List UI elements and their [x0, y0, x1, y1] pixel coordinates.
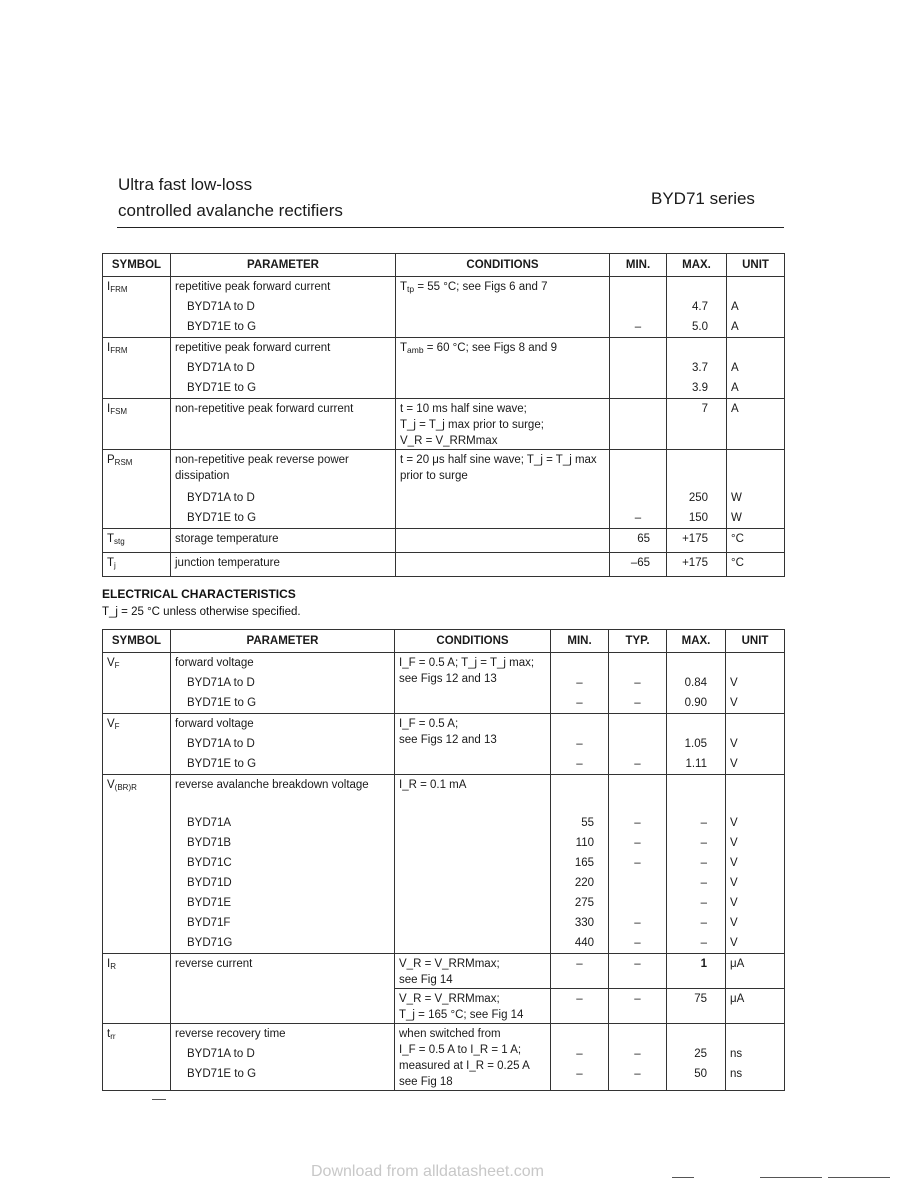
header-parameter: PARAMETER — [171, 254, 396, 277]
electrical-characteristics-table — [102, 629, 785, 1091]
table-row — [103, 338, 785, 399]
min-cell: – – — [551, 1024, 609, 1091]
parameter-cell: repetitive peak forward current BYD71A to D BYD71E to G — [171, 338, 396, 399]
table-row — [103, 775, 785, 954]
conditions-cell: t = 20 μs half sine wave; T_j = T_j max prior to surge — [396, 450, 610, 529]
min-cell: – — [551, 989, 609, 1024]
unit-cell: A A — [727, 338, 785, 399]
typ-cell: – – – – – — [609, 775, 667, 954]
table-row — [103, 450, 785, 529]
doc-title-line2: controlled avalanche rectifiers — [118, 201, 343, 220]
unit-cell: A A — [727, 277, 785, 338]
section-note: T_j = 25 °C unless otherwise specified. — [102, 606, 301, 618]
max-cell: 7 — [667, 399, 727, 450]
parameter-cell: non-repetitive peak reverse power dissipation BYD71A to D BYD71E to G — [171, 450, 396, 529]
symbol-cell: $I_{FSM}$ — [103, 399, 171, 450]
min-cell: – — [610, 450, 667, 529]
typ-cell: – — [609, 954, 667, 989]
min-cell: 65 — [610, 529, 667, 553]
unit-cell: °C — [727, 553, 785, 577]
header-max: MAX. — [667, 630, 726, 653]
symbol-cell: $I_{FRM}$ — [103, 338, 171, 399]
header-conditions: CONDITIONS — [395, 630, 551, 653]
scan-mark — [152, 1099, 166, 1100]
max-cell: 0.84 0.90 — [667, 653, 726, 714]
parameter-cell: repetitive peak forward current BYD71A to D BYD71E to G — [171, 277, 396, 338]
parameter-cell: junction temperature — [171, 553, 396, 577]
unit-cell: ns ns — [726, 1024, 785, 1091]
conditions-cell: when switched from I_F = 0.5 A to I_R = 1 A; measured at I_R = 0.25 A see Fig 18 — [395, 1024, 551, 1091]
conditions-cell — [396, 529, 610, 553]
header-unit: UNIT — [726, 630, 785, 653]
header-conditions: CONDITIONS — [396, 254, 610, 277]
table-row — [103, 529, 785, 553]
conditions-cell: V_R = V_RRMmax; see Fig 14 — [395, 954, 551, 989]
table-row — [103, 553, 785, 577]
typ-cell: – — [609, 714, 667, 775]
scan-mark — [828, 1177, 890, 1178]
min-cell: – — [610, 277, 667, 338]
header-symbol: SYMBOL — [103, 254, 171, 277]
table-row — [103, 399, 785, 450]
unit-cell: V V V V V V V — [726, 775, 785, 954]
conditions-cell: t = 10 ms half sine wave; T_j = T_j max prior to surge; V_R = V_RRMmax — [396, 399, 610, 450]
header-symbol: SYMBOL — [103, 630, 171, 653]
conditions-cell: $T_{tp} = 55$ °C; see Figs 6 and 7 — [396, 277, 610, 338]
max-cell: +175 — [667, 529, 727, 553]
conditions-cell: $T_{amb} = 60$ °C; see Figs 8 and 9 — [396, 338, 610, 399]
header-unit: UNIT — [727, 254, 785, 277]
conditions-cell: I_F = 0.5 A; T_j = T_j max; see Figs 12 and 13 — [395, 653, 551, 714]
conditions-cell: I_R = 0.1 mA — [395, 775, 551, 954]
max-cell: 1.05 1.11 — [667, 714, 726, 775]
symbol-cell: $I_{FRM}$ — [103, 277, 171, 338]
header-min: MIN. — [610, 254, 667, 277]
parameter-cell: forward voltage BYD71A to D BYD71E to G — [171, 653, 395, 714]
conditions-cell: V_R = V_RRMmax; T_j = 165 °C; see Fig 14 — [395, 989, 551, 1024]
max-cell: 25 50 — [667, 1024, 726, 1091]
max-cell: 75 — [667, 989, 726, 1024]
typ-cell: – – — [609, 653, 667, 714]
unit-cell: °C — [727, 529, 785, 553]
unit-cell: μA — [726, 954, 785, 989]
max-cell: 4.7 5.0 — [667, 277, 727, 338]
scan-mark — [672, 1177, 694, 1178]
symbol-cell: $T_{stg}$ — [103, 529, 171, 553]
conditions-cell — [396, 553, 610, 577]
limiting-values-table — [102, 253, 785, 577]
parameter-cell: storage temperature — [171, 529, 396, 553]
footer-watermark: Download from alldatasheet.com — [311, 1163, 545, 1180]
symbol-cell: $V_F$ — [103, 714, 171, 775]
min-cell — [610, 399, 667, 450]
min-cell: –65 — [610, 553, 667, 577]
table-row — [103, 1024, 785, 1091]
doc-series: BYD71 series — [651, 189, 755, 208]
typ-cell: – – — [609, 1024, 667, 1091]
max-cell: – – – – – – – — [667, 775, 726, 954]
header-max: MAX. — [667, 254, 727, 277]
max-cell: 250 150 — [667, 450, 727, 529]
table-row — [103, 954, 785, 989]
symbol-cell: $P_{RSM}$ — [103, 450, 171, 529]
min-cell: – – — [551, 653, 609, 714]
section-title: ELECTRICAL CHARACTERISTICS — [102, 587, 296, 601]
unit-cell: W W — [727, 450, 785, 529]
symbol-cell: $T_j$ — [103, 553, 171, 577]
max-cell: 1 — [667, 954, 726, 989]
table-row — [103, 653, 785, 714]
table-header-row — [103, 254, 785, 277]
symbol-cell: $t_{rr}$ — [103, 1024, 171, 1091]
unit-cell: A — [727, 399, 785, 450]
min-cell: – – — [551, 714, 609, 775]
table-header-row — [103, 630, 785, 653]
parameter-cell: non-repetitive peak forward current — [171, 399, 396, 450]
header-min: MIN. — [551, 630, 609, 653]
symbol-cell: $V_{(BR)R}$ — [103, 775, 171, 954]
symbol-cell: $I_R$ — [103, 954, 171, 1024]
parameter-cell: reverse current — [171, 954, 395, 1024]
scan-mark — [760, 1177, 822, 1178]
symbol-cell: $V_F$ — [103, 653, 171, 714]
unit-cell: μA — [726, 989, 785, 1024]
table-row — [103, 277, 785, 338]
max-cell: 3.7 3.9 — [667, 338, 727, 399]
parameter-cell: forward voltage BYD71A to D BYD71E to G — [171, 714, 395, 775]
parameter-cell: reverse avalanche breakdown voltage BYD71A BYD71B BYD71C BYD71D BYD71E BYD71F BYD71G — [171, 775, 395, 954]
unit-cell: V V — [726, 653, 785, 714]
unit-cell: V V — [726, 714, 785, 775]
min-cell — [610, 338, 667, 399]
max-cell: +175 — [667, 553, 727, 577]
doc-title-line1: Ultra fast low-loss — [118, 175, 253, 194]
table-row — [103, 714, 785, 775]
header-rule — [117, 227, 784, 228]
typ-cell: – — [609, 989, 667, 1024]
header-typ: TYP. — [609, 630, 667, 653]
conditions-cell: I_F = 0.5 A; see Figs 12 and 13 — [395, 714, 551, 775]
header-parameter: PARAMETER — [171, 630, 395, 653]
parameter-cell: reverse recovery time BYD71A to D BYD71E to G — [171, 1024, 395, 1091]
min-cell: – — [551, 954, 609, 989]
min-cell: 55 110 165 220 275 330 440 — [551, 775, 609, 954]
